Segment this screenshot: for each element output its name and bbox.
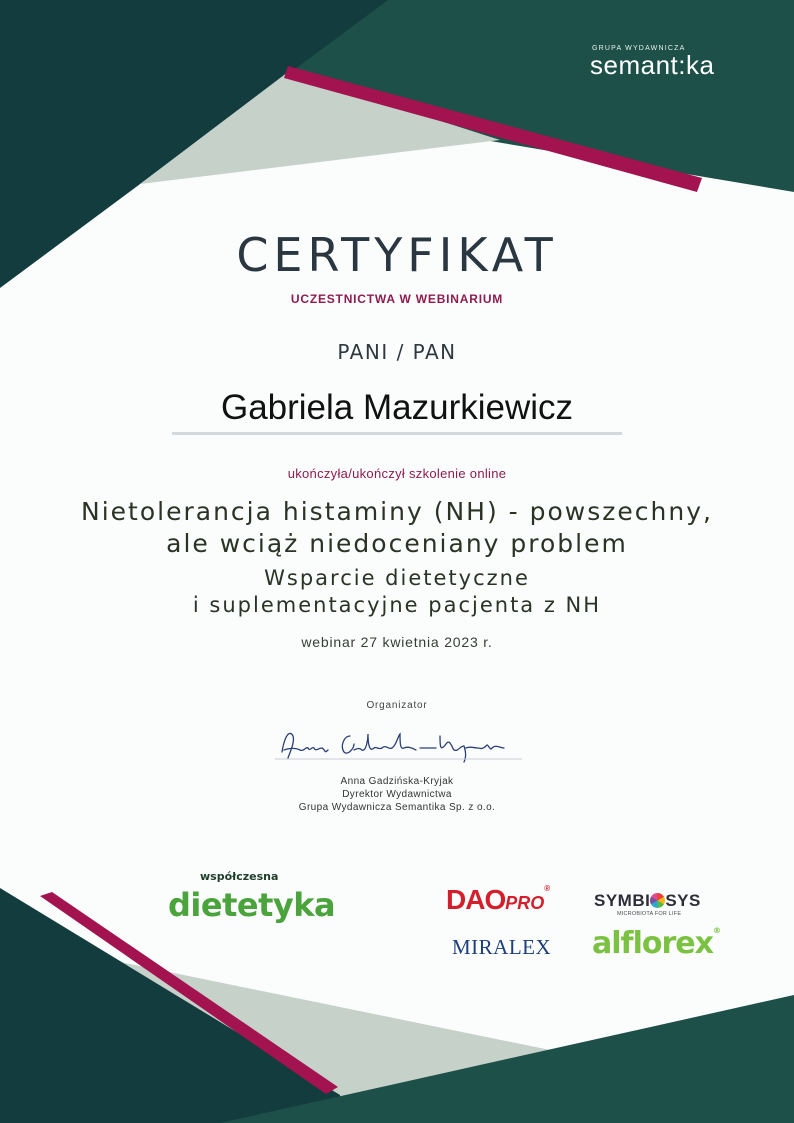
daopro-registered-mark: ®	[544, 884, 550, 893]
symbiosys-logo-part-1: SYMBI	[594, 891, 651, 910]
signature-image	[260, 722, 535, 766]
alflorex-logo	[592, 926, 720, 961]
daopro-logo-main: DAO	[446, 884, 506, 915]
completion-text: ukończyła/ukończył szkolenie online	[287, 466, 507, 481]
organizer-label: Organizator	[366, 700, 428, 711]
salutation: PANI / PAN	[337, 340, 457, 364]
course-title	[0, 496, 794, 560]
recipient-name: Gabriela Mazurkiewicz	[220, 388, 574, 427]
symbiosys-logo	[594, 891, 701, 911]
signer-company: Grupa Wydawnicza Semantika Sp. z o.o.	[298, 802, 496, 813]
course-subtitle	[0, 565, 794, 619]
course-subtitle-line-1: Wsparcie dietetyczne	[264, 566, 530, 590]
wspolczesna-dietetyka-logo: dietetyka	[168, 886, 336, 924]
symbiosys-flower-icon	[650, 893, 665, 908]
alflorex-registered-mark: ®	[712, 926, 720, 935]
signer-name: Anna Gadzińska-Kryjak	[340, 776, 454, 787]
symbiosys-tagline: MICROBIOTA FOR LIFE	[617, 911, 682, 917]
miralex-logo: MIRALEX	[452, 935, 552, 959]
wspolczesna-dietetyka-logo-top: współczesna	[200, 870, 279, 883]
publisher-group-label: GRUPA WYDAWNICZA	[592, 45, 686, 52]
certificate-subtitle: UCZESTNICTWA W WEBINARIUM	[290, 292, 504, 306]
course-title-line-1: Nietolerancja histaminy (NH) - powszechny,	[81, 497, 713, 526]
certificate-title: CERTYFIKAT	[236, 228, 558, 282]
alflorex-logo-text: alflorex	[592, 926, 713, 961]
signer-role: Dyrektor Wydawnictwa	[342, 789, 452, 800]
course-subtitle-line-2: i suplementacyjne pacjenta z NH	[192, 593, 602, 617]
webinar-date: webinar 27 kwietnia 2023 r.	[301, 634, 493, 650]
course-title-line-2: ale wciąż niedoceniany problem	[166, 529, 628, 558]
daopro-logo	[446, 884, 549, 916]
name-underline	[172, 432, 622, 435]
symbiosys-logo-part-2: SYS	[665, 891, 701, 910]
daopro-logo-suffix: PRO	[505, 893, 545, 913]
publisher-logo: semant:ka	[590, 50, 715, 80]
